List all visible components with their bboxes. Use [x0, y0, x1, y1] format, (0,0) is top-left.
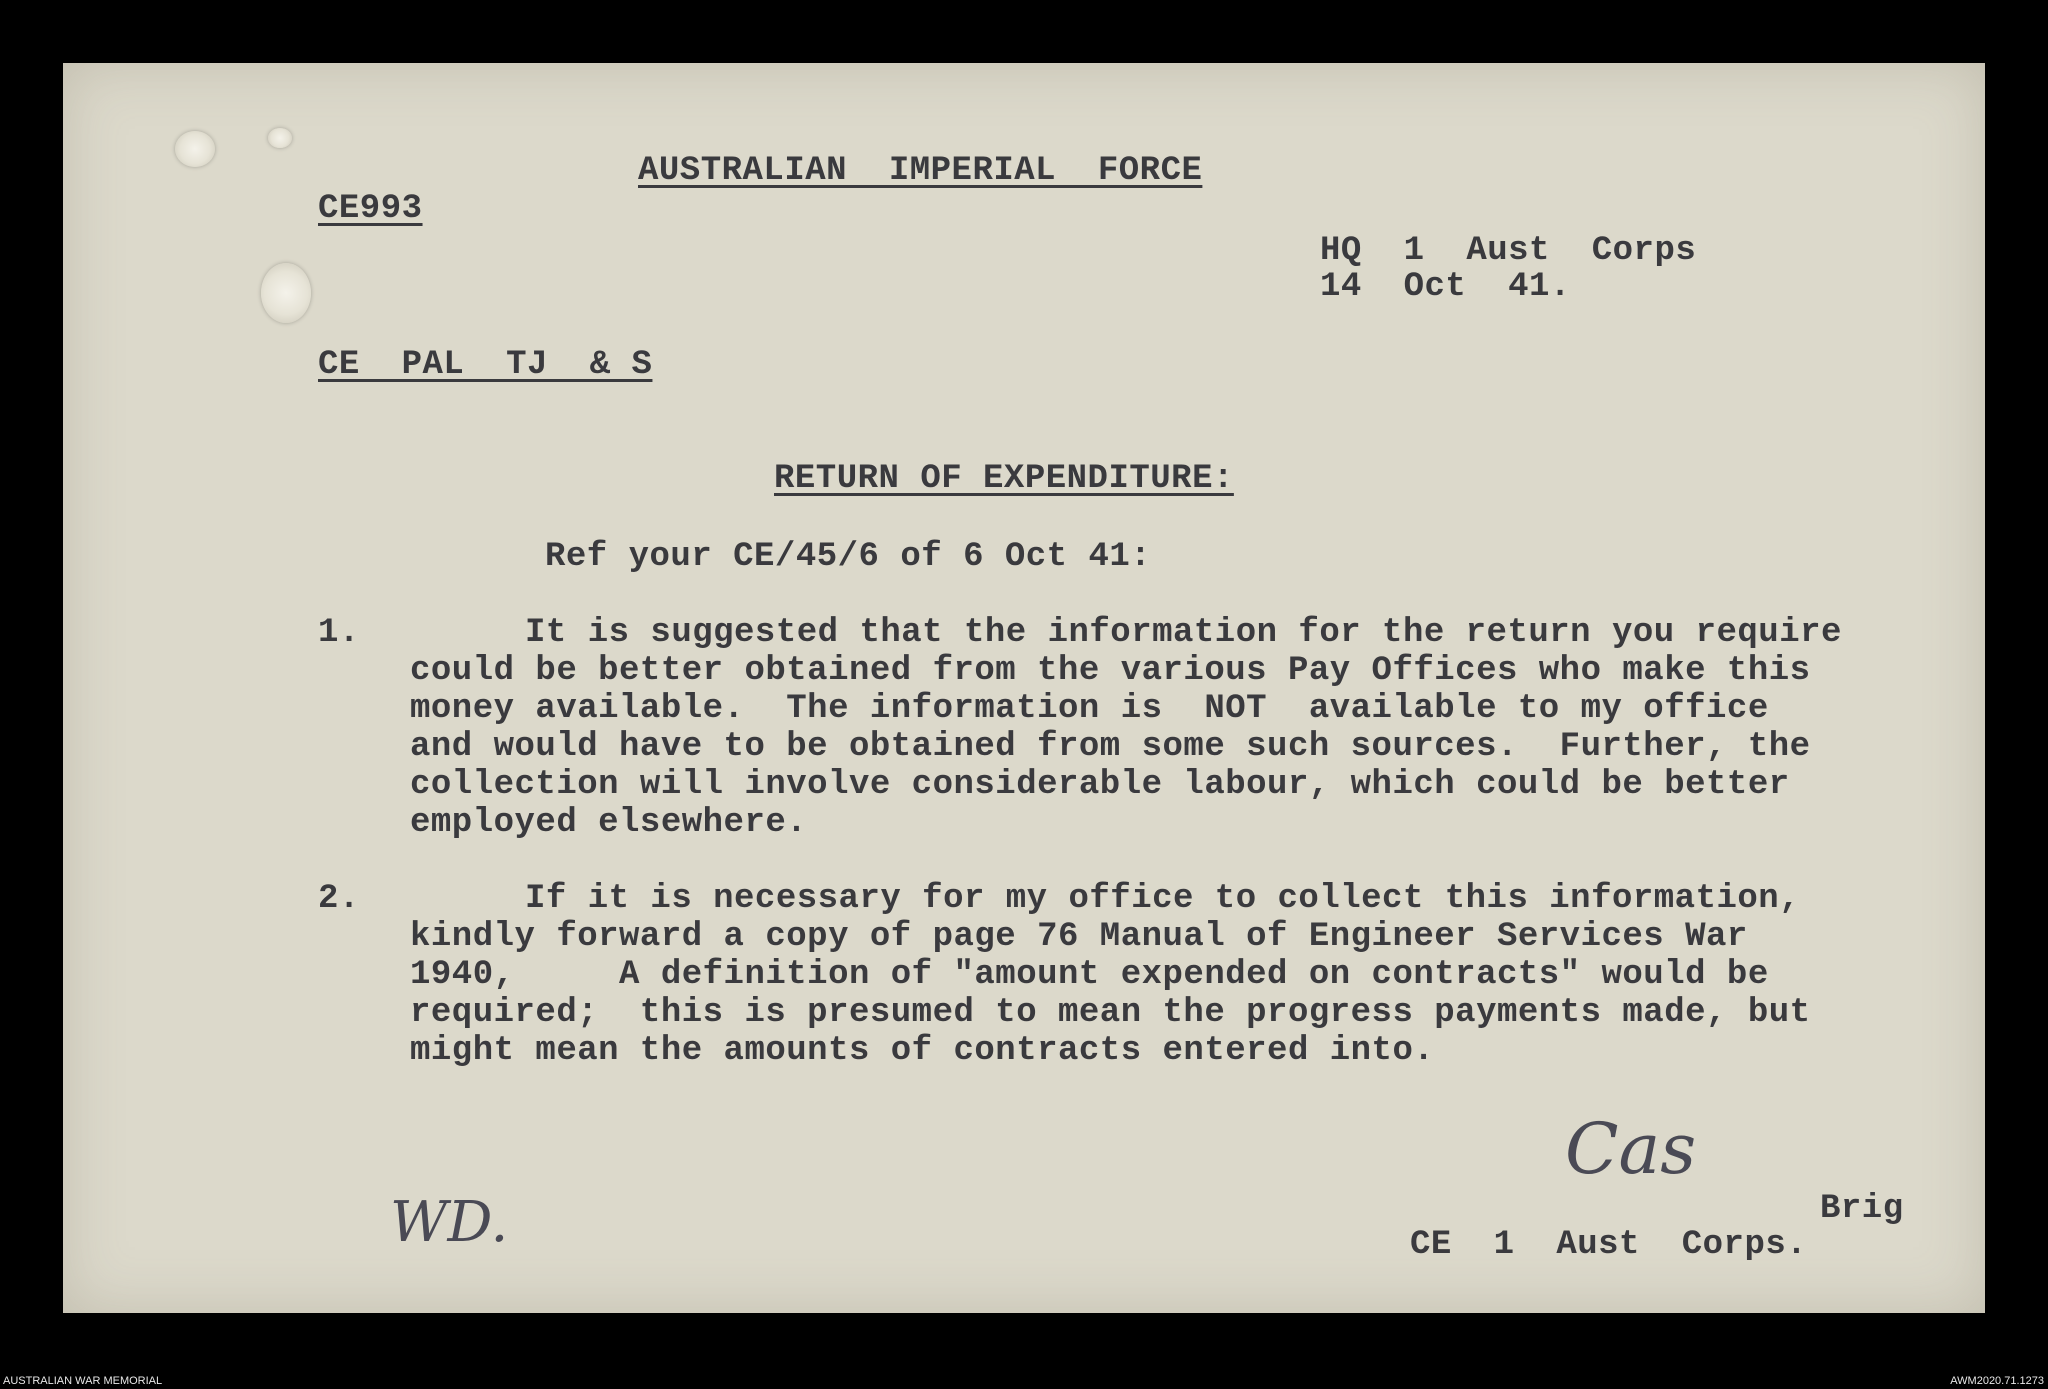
reference-line: Ref your CE/45/6 of 6 Oct 41: [545, 538, 1152, 576]
handwritten-initials: WD. [390, 1190, 509, 1255]
handwritten-signature: Cas [1565, 1108, 1697, 1190]
signatory-rank: Brig [1820, 1190, 1904, 1228]
signatory-title: CE 1 Aust Corps. [1410, 1226, 1808, 1264]
paragraph-number: 2. [318, 880, 360, 918]
paragraph-line: 1940, A definition of "amount expended on contracts" would be [410, 956, 1769, 994]
sender-line-1: HQ 1 Aust Corps [1320, 232, 1697, 270]
paragraph-line: and would have to be obtained from some such sources. Further, the [410, 728, 1811, 766]
addressee: CE PAL TJ & S [318, 346, 653, 384]
file-reference: CE993 [318, 190, 423, 228]
punch-hole [261, 263, 311, 323]
paragraph-line: It is suggested that the information for the return you require [525, 614, 1842, 652]
archive-item-id: AWM2020.71.1273 [1950, 1375, 2044, 1387]
paragraph-line: employed elsewhere. [410, 804, 808, 842]
punch-hole [175, 131, 215, 167]
paragraph-line: required; this is presumed to mean the progress payments made, but [410, 994, 1811, 1032]
header-title: AUSTRALIAN IMPERIAL FORCE [638, 152, 1203, 190]
subject-heading: RETURN OF EXPENDITURE: [774, 460, 1234, 498]
archive-caption: AUSTRALIAN WAR MEMORIAL [3, 1375, 163, 1387]
paragraph-line: If it is necessary for my office to collect this information, [525, 880, 1801, 918]
paragraph-line: money available. The information is NOT available to my office [410, 690, 1769, 728]
paragraph-line: kindly forward a copy of page 76 Manual of Engineer Services War [410, 918, 1748, 956]
punch-hole [268, 128, 292, 148]
paragraph-line: might mean the amounts of contracts entered into. [410, 1032, 1435, 1070]
paragraph-line: could be better obtained from the various Pay Offices who make this [410, 652, 1811, 690]
date-line: 14 Oct 41. [1320, 268, 1571, 306]
paragraph-number: 1. [318, 614, 360, 652]
paragraph-line: collection will involve considerable labour, which could be better [410, 766, 1790, 804]
